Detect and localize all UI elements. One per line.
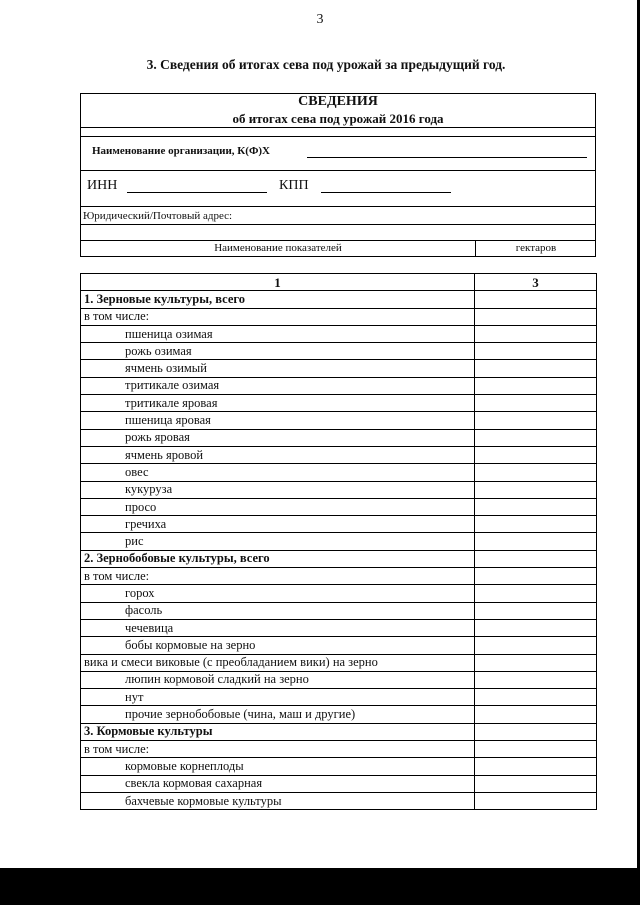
hectares-input-cell[interactable] [475,308,597,325]
hectares-input-cell[interactable] [475,550,597,567]
table-row [81,758,597,775]
table-row [81,516,597,533]
hectares-input-cell[interactable] [475,360,597,377]
form-subtitle: об итогах сева под урожай 2016 года [232,111,444,126]
indicator-name-cell: в том числе: [81,308,475,325]
indicator-header: Наименование показателей [214,242,342,254]
scan-bottom-edge [0,868,640,905]
table-row [81,343,597,360]
indicator-name-cell: кормовые корнеплоды [81,758,475,775]
table-row [81,481,597,498]
indicator-name-cell: в том числе: [81,568,475,585]
indicator-name-cell: 3. Кормовые культуры [81,723,475,740]
table-row [81,741,597,758]
table-row [81,585,597,602]
indicator-name-cell: 1. Зерновые культуры, всего [81,291,475,308]
unit-header: гектаров [515,242,557,254]
table-row [81,533,597,550]
table-row [81,619,597,636]
indicator-name-cell: рожь озимая [81,343,475,360]
hectares-input-cell[interactable] [475,429,597,446]
hectares-input-cell[interactable] [475,654,597,671]
indicator-name-cell: люпин кормовой сладкий на зерно [81,671,475,688]
indicator-name-cell: фасоль [81,602,475,619]
indicator-name-cell: нут [81,689,475,706]
form-title: СВЕДЕНИЯ [298,94,378,109]
indicator-name-cell: гречиха [81,516,475,533]
indicator-name-cell: пшеница озимая [81,325,475,342]
hectares-input-cell[interactable] [475,585,597,602]
table-row [81,429,597,446]
table-row [81,792,597,809]
divider [81,206,595,207]
kpp-field[interactable] [321,192,451,193]
indicator-name-cell: вика и смеси виковые (с преобладанием вики) на зерно [81,654,475,671]
table-row [81,550,597,567]
table-row [81,377,597,394]
table-row [81,637,597,654]
hectares-input-cell[interactable] [475,516,597,533]
indicator-name-cell: овес [81,464,475,481]
hectares-input-cell[interactable] [475,291,597,308]
indicator-name-cell: свекла кормовая сахарная [81,775,475,792]
hectares-input-cell[interactable] [475,602,597,619]
table-row [81,325,597,342]
page-number: 3 [316,12,324,27]
divider [81,224,595,225]
hectares-input-cell[interactable] [475,412,597,429]
table-row [81,775,597,792]
address-label: Юридический/Почтовый адрес: [83,210,233,222]
table-header-row [81,274,597,291]
divider [81,136,595,137]
indicator-name-cell: рис [81,533,475,550]
table-row [81,308,597,325]
indicator-name-cell: бахчевые кормовые культуры [81,792,475,809]
indicator-name-cell: в том числе: [81,741,475,758]
indicator-name-cell: ячмень озимый [81,360,475,377]
indicator-name-cell: просо [81,498,475,515]
table-row [81,446,597,463]
form-header-box [80,93,596,257]
org-name-label: Наименование организации, К(Ф)Х [92,145,270,157]
hectares-input-cell[interactable] [475,395,597,412]
hectares-input-cell[interactable] [475,758,597,775]
hectares-input-cell[interactable] [475,723,597,740]
inn-label: ИНН [87,178,118,193]
hectares-input-cell[interactable] [475,498,597,515]
hectares-input-cell[interactable] [475,533,597,550]
table-row [81,568,597,585]
kpp-label: КПП [279,178,309,193]
indicator-name-cell: тритикале озимая [81,377,475,394]
column-header-3: 3 [475,274,597,291]
hectares-input-cell[interactable] [475,325,597,342]
table-row [81,671,597,688]
hectares-input-cell[interactable] [475,446,597,463]
crop-sowing-table [80,273,597,810]
indicator-name-cell: кукуруза [81,481,475,498]
indicator-name-cell: прочие зернобобовые (чина, маш и другие) [81,706,475,723]
indicator-name-cell: 2. Зернобобовые культуры, всего [81,550,475,567]
indicator-name-cell: пшеница яровая [81,412,475,429]
table-row [81,602,597,619]
divider [81,170,595,171]
indicator-name-cell: горох [81,585,475,602]
table-row [81,395,597,412]
indicator-name-cell: чечевица [81,619,475,636]
hectares-input-cell[interactable] [475,568,597,585]
table-row [81,723,597,740]
hectares-input-cell[interactable] [475,689,597,706]
section-title: 3. Сведения об итогах сева под урожай за предыдущий год. [146,57,506,72]
column-header-1: 1 [81,274,475,291]
inn-field[interactable] [127,192,267,193]
table-row [81,412,597,429]
hectares-input-cell[interactable] [475,637,597,654]
indicator-name-cell: бобы кормовые на зерно [81,637,475,654]
divider [81,240,595,241]
indicator-name-cell: ячмень яровой [81,446,475,463]
hectares-input-cell[interactable] [475,671,597,688]
indicator-name-cell: тритикале яровая [81,395,475,412]
hectares-input-cell[interactable] [475,706,597,723]
hectares-input-cell[interactable] [475,741,597,758]
hectares-input-cell[interactable] [475,343,597,360]
divider [81,127,595,128]
hectares-input-cell[interactable] [475,481,597,498]
hectares-input-cell[interactable] [475,792,597,809]
table-row [81,464,597,481]
table-row [81,360,597,377]
hectares-input-cell[interactable] [475,775,597,792]
table-row [81,706,597,723]
org-name-field[interactable] [307,157,587,158]
hectares-input-cell[interactable] [475,464,597,481]
table-row [81,498,597,515]
table-row [81,689,597,706]
table-row [81,654,597,671]
hectares-input-cell[interactable] [475,377,597,394]
indicator-name-cell: рожь яровая [81,429,475,446]
table-row [81,291,597,308]
hectares-input-cell[interactable] [475,619,597,636]
